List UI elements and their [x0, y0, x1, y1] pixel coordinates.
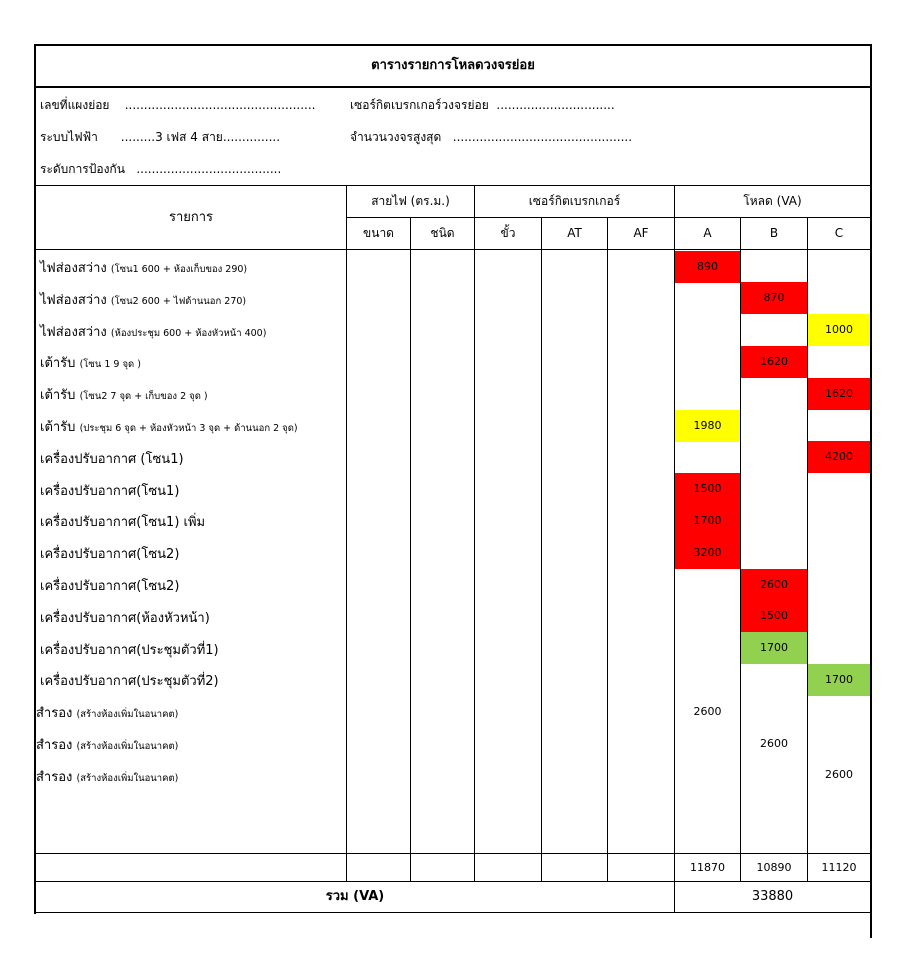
row-item-note: (สร้างห้องเพิ่มในอนาคต) [76, 772, 179, 784]
row-item-12 [40, 607, 210, 628]
total-phase-b: 10890 [756, 861, 792, 874]
row-item-3 [40, 321, 266, 342]
row-item-name: เครื่องปรับอากาศ(โซน1) [40, 483, 180, 499]
row-item-6 [40, 416, 298, 437]
row-item-name: เต้ารับ [40, 420, 76, 435]
load-value-b: 2600 [760, 736, 788, 750]
row-item-name: สำรอง [36, 706, 73, 722]
row-item-8 [40, 480, 179, 501]
header-phase-c: C [834, 226, 844, 240]
sum-value: 33880 [751, 889, 794, 904]
header-at: AT [567, 226, 582, 240]
load-value-c: 1700 [808, 664, 870, 696]
row-item-11 [40, 575, 179, 596]
col-line-af [607, 217, 608, 881]
header-wire: สายไฟ (ตร.ม.) [371, 194, 450, 208]
header-load: โหลด (VA) [743, 194, 802, 208]
row-item-1 [40, 257, 247, 278]
power-system: ระบบไฟฟ้า .........3 เฟส 4 สาย............... [40, 130, 281, 144]
sum-bottom-line [34, 912, 872, 913]
row-item-9 [40, 511, 205, 532]
row-item-5 [40, 384, 208, 405]
load-value-a: 890 [675, 251, 740, 283]
col-line-b [740, 217, 741, 881]
load-value-c: 1620 [808, 378, 870, 410]
row-item-name: ไฟส่องสว่าง [40, 292, 107, 308]
row-item-note: (สร้างห้องเพิ่มในอนาคต) [76, 741, 179, 752]
row-item-14 [40, 670, 219, 691]
row-item-note: (สร้างห้องเพิ่มในอนาคต) [76, 709, 179, 721]
row-item-15 [36, 702, 178, 723]
right-border [870, 86, 872, 938]
row-item-2 [40, 289, 246, 310]
row-item-name: เครื่องปรับอากาศ (โซน1) [40, 451, 184, 467]
load-value-c: 2600 [825, 768, 853, 782]
load-value-c: 1000 [808, 314, 870, 346]
header-af: AF [633, 226, 649, 240]
header-bottom-line [34, 249, 872, 250]
load-value-a: 2600 [693, 704, 722, 718]
row-item-name: สำรอง [36, 769, 73, 785]
total-phase-a: 11870 [690, 861, 725, 874]
row-item-13 [40, 639, 219, 660]
row-item-name: เครื่องปรับอากาศ(โซน2) [40, 547, 180, 563]
total-phase-c: 11120 [821, 861, 857, 874]
load-value-a: 1700 [675, 505, 740, 537]
header-breaker: เซอร์กิตเบรกเกอร์ [528, 194, 621, 208]
header-size: ขนาด [363, 226, 394, 240]
row-item-17 [36, 766, 178, 787]
row-item-name: สำรอง [36, 738, 73, 753]
row-item-note: (โซน1 600 + ห้องเก็บของ 290) [110, 264, 248, 275]
row-item-name: เครื่องปรับอากาศ(โซน1) เพิ่ม [40, 515, 206, 531]
col-line-pole [474, 185, 475, 881]
load-value-b: 2600 [741, 569, 807, 601]
panel-number: เลขที่แผงย่อย .................................................. [40, 98, 316, 112]
load-value-b: 1700 [741, 632, 807, 664]
header-phase-a: A [703, 226, 712, 240]
row-item-name: ไฟส่องสว่าง [40, 324, 107, 340]
row-item-name: เครื่องปรับอากาศ(ห้องหัวหน้า) [40, 610, 210, 626]
row-item-16 [36, 734, 178, 755]
row-item-note: (โซน2 600 + ไฟด้านนอก 270) [110, 295, 247, 307]
load-value-b: 1500 [741, 600, 807, 632]
col-line-size [346, 185, 347, 881]
load-value-a: 3200 [675, 537, 740, 569]
header-phase-b: B [769, 226, 779, 240]
load-value-c: 4200 [808, 441, 870, 473]
row-item-note: (ประชุม 6 จุด + ห้องหัวหน้า 3 จุด + ด้านนอก 2 จุด) [79, 423, 298, 434]
row-item-note: (โซน 1 9 จุด ) [79, 359, 141, 371]
row-item-note: (ห้องประชุม 600 + ห้องหัวหน้า 400) [110, 327, 267, 339]
load-value-b: 1620 [741, 346, 807, 378]
row-item-name: เต้ารับ [40, 388, 76, 404]
header-item: รายการ [168, 210, 214, 225]
table-title: ตารางรายการโหลดวงจรย่อย [34, 44, 872, 88]
load-value-a: 1980 [675, 410, 740, 442]
row-item-name: ไฟส่องสว่าง [40, 261, 107, 276]
max-circuits: จำนวนวงจรสูงสุด ............................................... [350, 130, 633, 144]
row-item-name: เครื่องปรับอากาศ(ประชุมตัวที่2) [40, 674, 219, 690]
protection-level: ระดับการป้องกัน ...................................... [40, 162, 282, 176]
col-line-at [541, 217, 542, 881]
row-item-7 [40, 448, 184, 469]
header-pole: ขั้ว [500, 226, 516, 240]
load-value-a: 1500 [675, 473, 740, 505]
row-item-note: (โซน2 7 จุด + เก็บของ 2 จุด ) [79, 391, 208, 403]
load-value-b: 870 [741, 282, 807, 314]
header-type: ชนิด [430, 226, 455, 240]
branch-breaker: เซอร์กิตเบรกเกอร์วงจรย่อย ............................... [350, 98, 615, 112]
row-item-name: เครื่องปรับอากาศ(ประชุมตัวที่1) [40, 642, 219, 658]
col-line-type [410, 217, 411, 881]
sum-label: รวม (VA) [325, 889, 385, 904]
row-item-name: เต้ารับ [40, 356, 76, 372]
row-item-4 [40, 352, 141, 373]
row-item-name: เครื่องปรับอากาศ(โซน2) [40, 579, 180, 594]
row-item-10 [40, 543, 179, 564]
